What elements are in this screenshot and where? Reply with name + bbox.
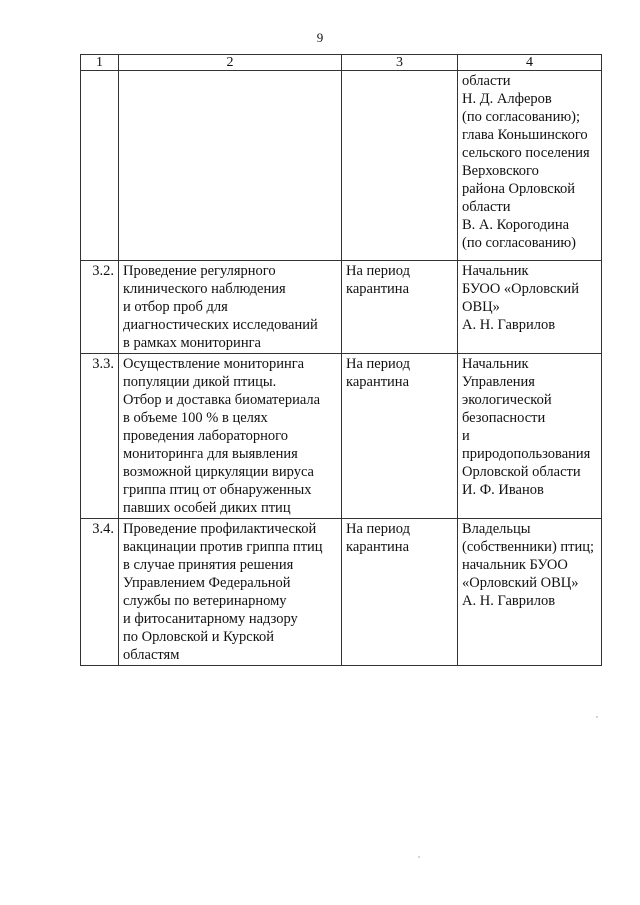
table-row-3-4 [81, 519, 602, 666]
activity-cell: Проведение регулярного клинического наблюдения и отбор проб для диагностических исследований в рамках мониторинга [119, 261, 342, 354]
responsible-cell: Владельцы (собственники) птиц; начальник БУОО «Орловский ОВЦ» А. Н. Гаврилов [458, 519, 602, 666]
responsible-cell: Начальник БУОО «Орловский ОВЦ» А. Н. Гаврилов [458, 261, 602, 354]
responsible-cell: Начальник Управления экологической безопасности и природопользования Орловской области И. Ф. Иванов [458, 354, 602, 519]
measures-table [80, 54, 602, 666]
period-cell [342, 71, 458, 261]
column-header-3: 3 [342, 55, 458, 71]
row-number: 3.4. [81, 519, 119, 666]
activity-cell: Проведение профилактической вакцинации против гриппа птиц в случае принятия решения Управлением Федеральной службы по ветеринарному и фитосанитарному надзору по Орловской и Курской областям [119, 519, 342, 666]
scan-speck [596, 716, 598, 718]
table-row-continuation [81, 71, 602, 261]
responsible-cell: области Н. Д. Алферов (по согласованию); глава Коньшинского сельского поселения Верховского района Орловской области В. А. Корогодина (по согласованию) [458, 71, 602, 261]
scan-speck [418, 856, 420, 858]
row-number: 3.2. [81, 261, 119, 354]
table-header-row [81, 55, 602, 71]
table-row-3-2 [81, 261, 602, 354]
period-cell: На период карантина [342, 354, 458, 519]
row-number [81, 71, 119, 261]
period-cell: На период карантина [342, 519, 458, 666]
period-cell: На период карантина [342, 261, 458, 354]
column-header-1: 1 [81, 55, 119, 71]
activity-cell: Осуществление мониторинга популяции дикой птицы. Отбор и доставка биоматериала в объеме 100 % в целях проведения лабораторного мониторинга для выявления возможной циркуляции вируса гриппа птиц от обнаруженных павших особей диких птиц [119, 354, 342, 519]
column-header-4: 4 [458, 55, 602, 71]
row-number: 3.3. [81, 354, 119, 519]
table-row-3-3 [81, 354, 602, 519]
page-number: 9 [316, 30, 324, 45]
activity-cell [119, 71, 342, 261]
column-header-2: 2 [119, 55, 342, 71]
